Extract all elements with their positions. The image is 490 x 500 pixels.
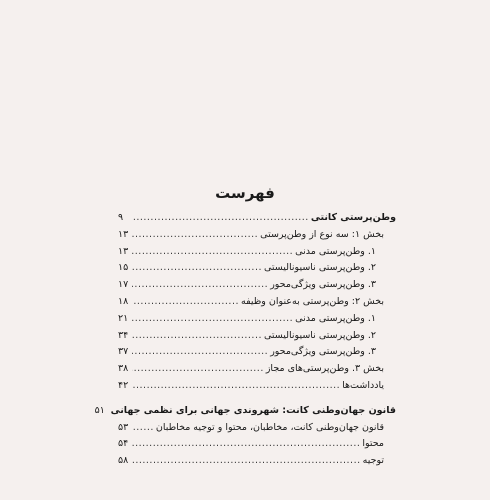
toc-entry-page: ۵۴ xyxy=(118,438,129,450)
toc-entry[interactable] xyxy=(118,212,396,229)
dot-leader xyxy=(132,422,154,433)
toc-entry[interactable] xyxy=(118,296,396,313)
toc-entry-label: قانون جهان‌وطنی کانت: شهروندی جهانی برای نظمی جهانی xyxy=(110,404,396,416)
dot-leader xyxy=(132,363,264,374)
toc-entry[interactable] xyxy=(118,455,396,472)
toc-entry-label: ۱. وطن‌پرستی مدنی xyxy=(295,312,376,324)
toc-entry-label: یادداشت‌ها xyxy=(342,379,384,391)
toc-entry[interactable] xyxy=(118,363,396,380)
toc-entry[interactable] xyxy=(118,422,396,439)
toc-entry-page: ۱۵ xyxy=(118,262,129,274)
toc-entry-page: ۲۱ xyxy=(118,312,129,324)
toc-entry-label: بخش ۱: سه نوع از وطن‌پرستی xyxy=(260,228,384,240)
dot-leader xyxy=(132,212,309,223)
toc-entry[interactable] xyxy=(118,380,396,397)
dot-leader xyxy=(132,246,293,257)
dot-leader xyxy=(132,380,340,391)
toc-entry-label: ۲. وطن‌پرستی ناسیونالیستی xyxy=(263,262,376,274)
toc-entry-label: ۲. وطن‌پرستی ناسیونالیستی xyxy=(263,329,376,341)
dot-leader xyxy=(132,296,239,307)
toc-entry-page: ۳۴ xyxy=(118,329,129,341)
dot-leader xyxy=(132,455,361,466)
dot-leader xyxy=(132,262,262,273)
toc-entry-page: ۹ xyxy=(118,212,124,223)
toc-entry-page: ۱۳ xyxy=(118,228,129,240)
toc-entry-label: توجیه xyxy=(362,455,384,467)
toc-entry-page: ۴۲ xyxy=(118,379,129,391)
toc-entry[interactable] xyxy=(118,246,396,263)
toc-entry[interactable] xyxy=(118,229,396,246)
toc-title: فهرست xyxy=(215,184,275,202)
toc-entry[interactable] xyxy=(118,438,396,455)
toc-entry-page: ۱۳ xyxy=(118,245,129,257)
toc-entry[interactable] xyxy=(118,262,396,279)
dot-leader xyxy=(132,279,268,290)
toc-entry-page: ۳۸ xyxy=(118,363,129,375)
toc-entry-page: ۵۱ xyxy=(94,404,105,416)
toc-entry-page: ۵۸ xyxy=(118,455,129,467)
toc-list xyxy=(94,212,396,472)
toc-entry-label: قانون جهان‌وطنی کانت، مخاطبان، محتوا و توجیه مخاطبان xyxy=(155,421,384,433)
toc-entry[interactable] xyxy=(118,313,396,330)
toc-entry-page: ۱۷ xyxy=(118,279,129,291)
toc-entry-label: ۳. وطن‌پرستی ویژگی‌محور xyxy=(270,346,376,358)
toc-entry-label: بخش ۳. وطن‌پرستی‌های مجاز xyxy=(265,363,384,375)
toc-entry-label: بخش ۲: وطن‌پرستی به‌عنوان وظیفه xyxy=(240,295,384,307)
dot-leader xyxy=(132,438,360,449)
toc-entry[interactable] xyxy=(118,330,396,347)
toc-entry-label: ۱. وطن‌پرستی مدنی xyxy=(295,245,376,257)
dot-leader xyxy=(132,313,293,324)
dot-leader xyxy=(132,346,268,357)
dot-leader xyxy=(132,330,262,341)
toc-entry-page: ۳۷ xyxy=(118,346,129,358)
toc-entry[interactable] xyxy=(94,404,396,422)
toc-entry-label: ۳. وطن‌پرستی ویژگی‌محور xyxy=(270,279,376,291)
toc-entry-label: وطن‌پرستی کانتی xyxy=(310,212,396,223)
dot-leader xyxy=(132,229,258,240)
toc-entry-label: محتوا xyxy=(362,438,384,450)
toc-entry[interactable] xyxy=(118,279,396,296)
toc-entry-page: ۱۸ xyxy=(118,295,129,307)
toc-entry[interactable] xyxy=(118,346,396,363)
toc-entry-page: ۵۳ xyxy=(118,421,129,433)
